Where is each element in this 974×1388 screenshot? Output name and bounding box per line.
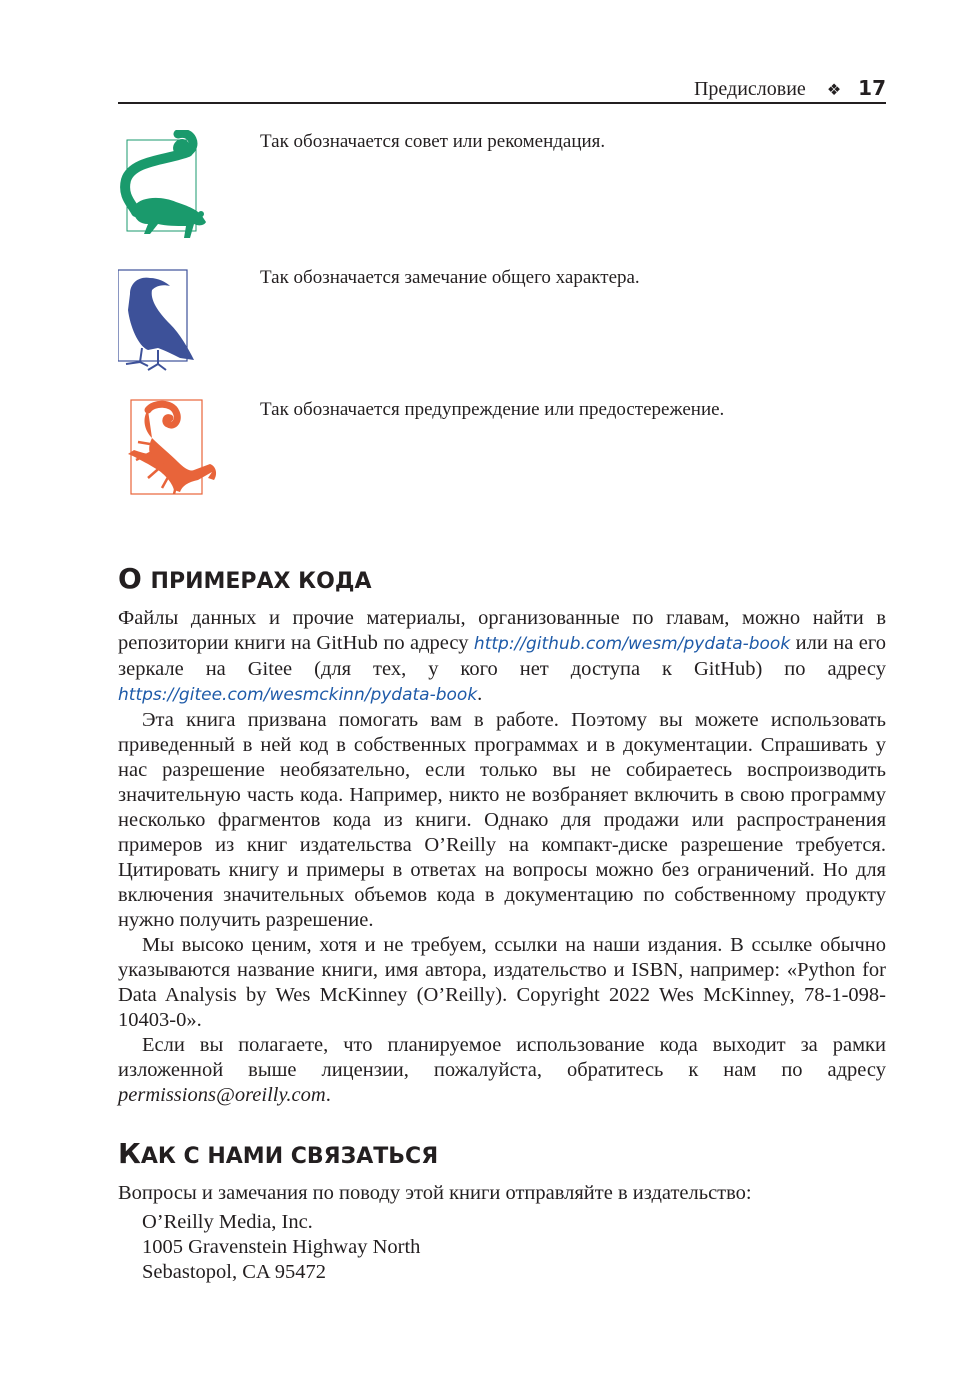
address-line-company: O’Reilly Media, Inc. [142,1211,313,1233]
section-code-examples-body [118,606,886,1108]
note-text: Так обозначается замечание общего характера. [260,267,640,288]
contact-intro: Вопросы и замечания по поводу этой книги отправляйте в издательство: [118,1182,752,1204]
address-line-city: Sebastopol, CA 95472 [142,1261,326,1283]
publisher-address [118,1210,886,1285]
lemur-icon [118,130,218,250]
admonition-tip [118,130,886,250]
permissions-email-link[interactable]: permissions@oreilly.com [118,1084,326,1106]
running-head [118,76,886,104]
warning-text: Так обозначается предупреждение или предостережение. [260,399,725,420]
diamond-dingbat-icon: ❖ [826,82,842,99]
paragraph-usage: Эта книга призвана помогать вам в работе. Поэтому вы можете использовать приведенный в ней код в собственных программах и в документации. Спрашивать у нас разрешение необязательно, если только вы не собираетесь воспроизводить значительную часть кода. Например, никто не возбраняет включить в свою программу несколько фрагментов кода из книги. Однако для продажи или распространения примеров из книг издательства O’Reilly на компакт-диске разрешение требуется. Цитировать книгу и примеры в ответах на вопросы можно без ограничений. Но для включения значительных объемов кода в документацию по собственному продукту нужно получить разрешение. [118,709,886,931]
page-number: 17 [858,76,886,100]
admonition-note [118,266,886,376]
paragraph-permissions: Если вы полагаете, что планируемое использование кода выходит за рамки изложенной выше лицензии, пожалуйста, обратитесь к нам по адресу permissions@oreilly.com. [118,1034,886,1106]
section-contact-body [118,1181,886,1285]
chapter-title: Предисловие [693,78,806,100]
paragraph-attribution: Мы высоко ценим, хотя и не требуем, ссылки на наши издания. В ссылке обычно указываются название книги, имя автора, издательство и ISBN, например: «Python for Data Analysis by Wes McKinney (O’Reilly). Copyright 2022 Wes McKinney, 78-1-098-10403-0». [118,934,886,1031]
tip-text: Так обозначается совет или рекомендация. [260,131,606,152]
section-heading-code-examples: О ПРИМЕРАХ КОДА [118,562,372,595]
github-link[interactable]: http://github.com/wesm/pydata-book [473,634,791,654]
section-heading-contact: КАК С НАМИ СВЯЗАТЬСЯ [118,1137,439,1170]
scorpion-icon [118,398,228,508]
address-line-street: 1005 Gravenstein Highway North [142,1236,421,1258]
gitee-link[interactable]: https://gitee.com/wesmckinn/pydata-book [118,685,478,705]
paragraph-repository: Файлы данных и прочие материалы, организованные по главам, можно найти в репозитории книги на GitHub по адресу http://github.com/wesm/pydata-book или на его зеркале на Gitee (для тех, у кого нет доступа к GitHub) по адресу https://gitee.com/wesmckinn/pydata-book. [118,607,886,705]
crow-icon [118,266,218,376]
admonition-warning [118,398,886,508]
